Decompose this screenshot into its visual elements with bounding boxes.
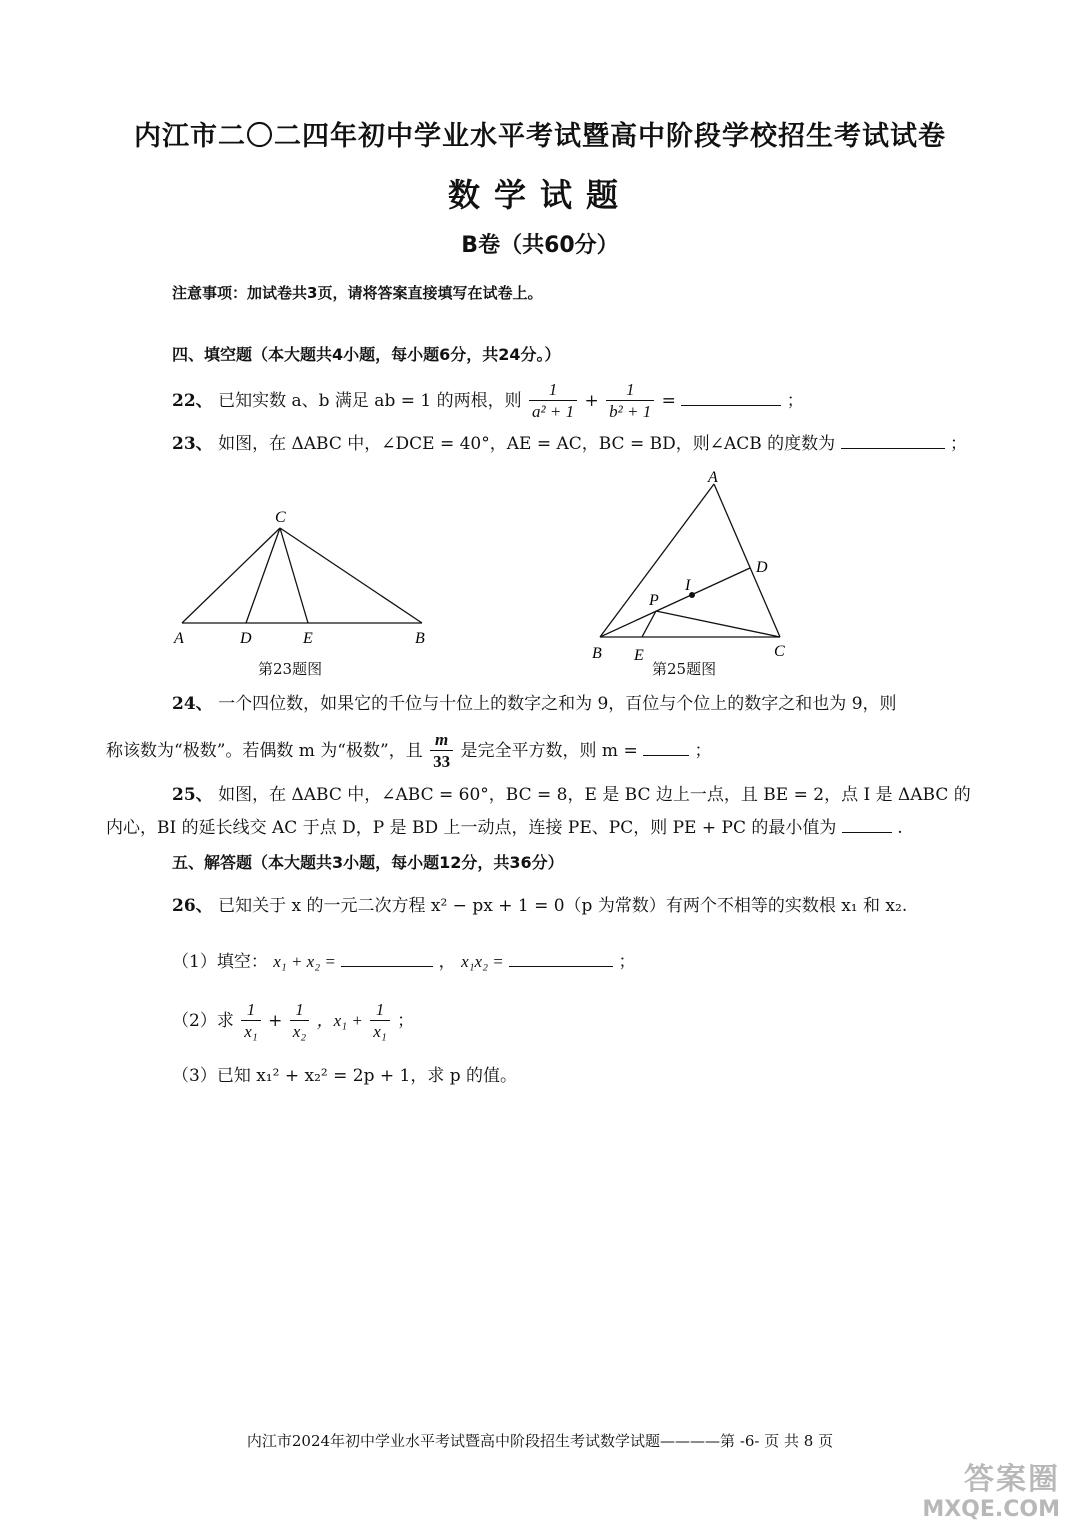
point-label: I [685,577,691,594]
point-label: B [415,630,425,647]
question-22 [172,380,804,423]
question-text: 已知实数 a、b 满足 ab = 1 的两根，则 [218,391,522,411]
watermark-url: MXQE.COM [922,1497,1060,1522]
plus-sign: + [268,1011,283,1031]
question-23 [172,432,967,456]
fraction-numerator: m [434,730,449,749]
notice: 注意事项：加试卷共3页，请将答案直接填写在试卷上。 [172,284,543,302]
expression: x₁x₂ = [461,952,504,971]
segment-ce [280,528,308,623]
segment-ab [600,484,714,637]
point-label: C [275,509,286,526]
point-label: B [592,645,602,662]
question-25-line-1 [172,783,971,807]
fraction-numerator: 1 [375,1000,385,1019]
point-label: E [303,630,313,647]
question-26 [172,894,907,918]
fraction-denominator: b² + 1 [606,400,654,423]
fraction-denominator: x₁ [370,1020,389,1043]
part-label: （1）填空： [172,952,268,972]
section-five-title: 五、解答题（本大题共3小题，每小题12分，共36分） [172,853,564,872]
segment-cd [246,528,280,623]
question-25-line-2 [106,816,903,840]
point-label: P [649,592,659,609]
answer-blank[interactable] [681,389,781,406]
fraction [430,730,453,773]
watermark-logo [890,1462,1060,1526]
punctuation: ； [786,391,804,411]
fraction [606,380,654,423]
punctuation: ； [397,1011,415,1031]
equals-sign: = [661,391,676,411]
question-text: 如图，在 ΔABC 中，∠DCE = 40°，AE = AC，BC = BD，则∠ACB 的度数为 [218,434,836,454]
figure-25 [584,462,804,667]
expression: ，x₁ + [316,1011,363,1030]
figure-23 [160,500,460,660]
answer-blank[interactable] [841,432,945,449]
question-text: 称该数为“极数”。若偶数 m 为“极数”，且 [106,741,423,761]
question-text: 已知关于 x 的一元二次方程 x² − px + 1 = 0（p 为常数）有两个不相等的实数根 x₁ 和 x₂. [218,896,908,916]
question-24-line-1 [172,692,897,716]
fraction [529,380,577,423]
exam-title: 内江市二〇二四年初中学业水平考试暨高中阶段学校招生考试试卷 [134,121,946,152]
question-number: 26、 [172,896,213,916]
figure-23-caption: 第23题图 [258,660,323,678]
question-text: 内心，BI 的延长线交 AC 于点 D，P 是 BD 上一动点，连接 PE、PC，则 PE + PC 的最小值为 [106,818,837,838]
fraction-numerator: 1 [246,1000,256,1019]
question-26-part-1 [172,950,636,974]
question-24-line-2 [106,730,712,773]
fraction [370,1000,389,1043]
question-number: 23、 [172,434,213,454]
question-26-part-3: （3）已知 x₁² + x₂² = 2p + 1，求 p 的值。 [172,1066,518,1086]
point-label: C [774,643,785,660]
punctuation: ； [694,741,712,761]
page-footer: 内江市2024年初中学业水平考试暨高中阶段招生考试数学试题————第 -6- 页 共 8 页 [246,1432,834,1450]
question-text: 如图，在 ΔABC 中，∠ABC = 60°，BC = 8，E 是 BC 边上一点，且 BE = 2，点 I 是 ΔABC 的 [218,785,971,805]
segment-pc [656,611,780,637]
question-number: 25、 [172,785,213,805]
fraction-denominator: x₂ [290,1020,309,1043]
point-label: A [708,469,718,486]
watermark-text: 答案圈 [964,1462,1060,1497]
answer-blank[interactable] [341,950,433,967]
fraction-denominator: 33 [430,750,453,773]
answer-blank[interactable] [842,816,892,833]
question-26-part-2 [172,1000,414,1043]
fraction [241,1000,260,1043]
fraction-denominator: a² + 1 [529,400,577,423]
expression: x₁ + x₂ = [273,952,336,971]
question-number: 22、 [172,391,213,411]
segment-ac [714,484,780,637]
segment-cb [280,528,422,623]
figure-25-caption: 第25题图 [652,660,717,678]
fraction [290,1000,309,1043]
punctuation: ； [618,952,636,972]
paper-title: B卷（共60分） [461,233,619,258]
section-four-title: 四、填空题（本大题共4小题，每小题6分，共24分。） [172,345,561,364]
fraction-numerator: 1 [295,1000,304,1019]
punctuation: ； [949,434,967,454]
part-label: （2）求 [172,1011,234,1031]
point-label: E [634,647,644,664]
question-text: 是完全平方数，则 m = [460,741,638,761]
segment-ac [182,528,280,623]
fraction-numerator: 1 [548,380,558,399]
point-label: A [174,630,184,647]
point-label: D [756,559,768,576]
plus-sign: + [584,391,599,411]
point-label: D [240,630,252,647]
subject-title: 数学试题 [447,176,632,214]
punctuation: ， [438,952,456,972]
question-number: 24、 [172,694,213,714]
fraction-denominator: x₁ [241,1020,260,1043]
fraction-numerator: 1 [625,380,635,399]
answer-blank[interactable] [509,950,613,967]
answer-blank[interactable] [643,739,689,756]
question-text: 一个四位数，如果它的千位与十位上的数字之和为 9，百位与个位上的数字之和也为 9，则 [218,694,897,714]
punctuation: . [897,818,903,838]
